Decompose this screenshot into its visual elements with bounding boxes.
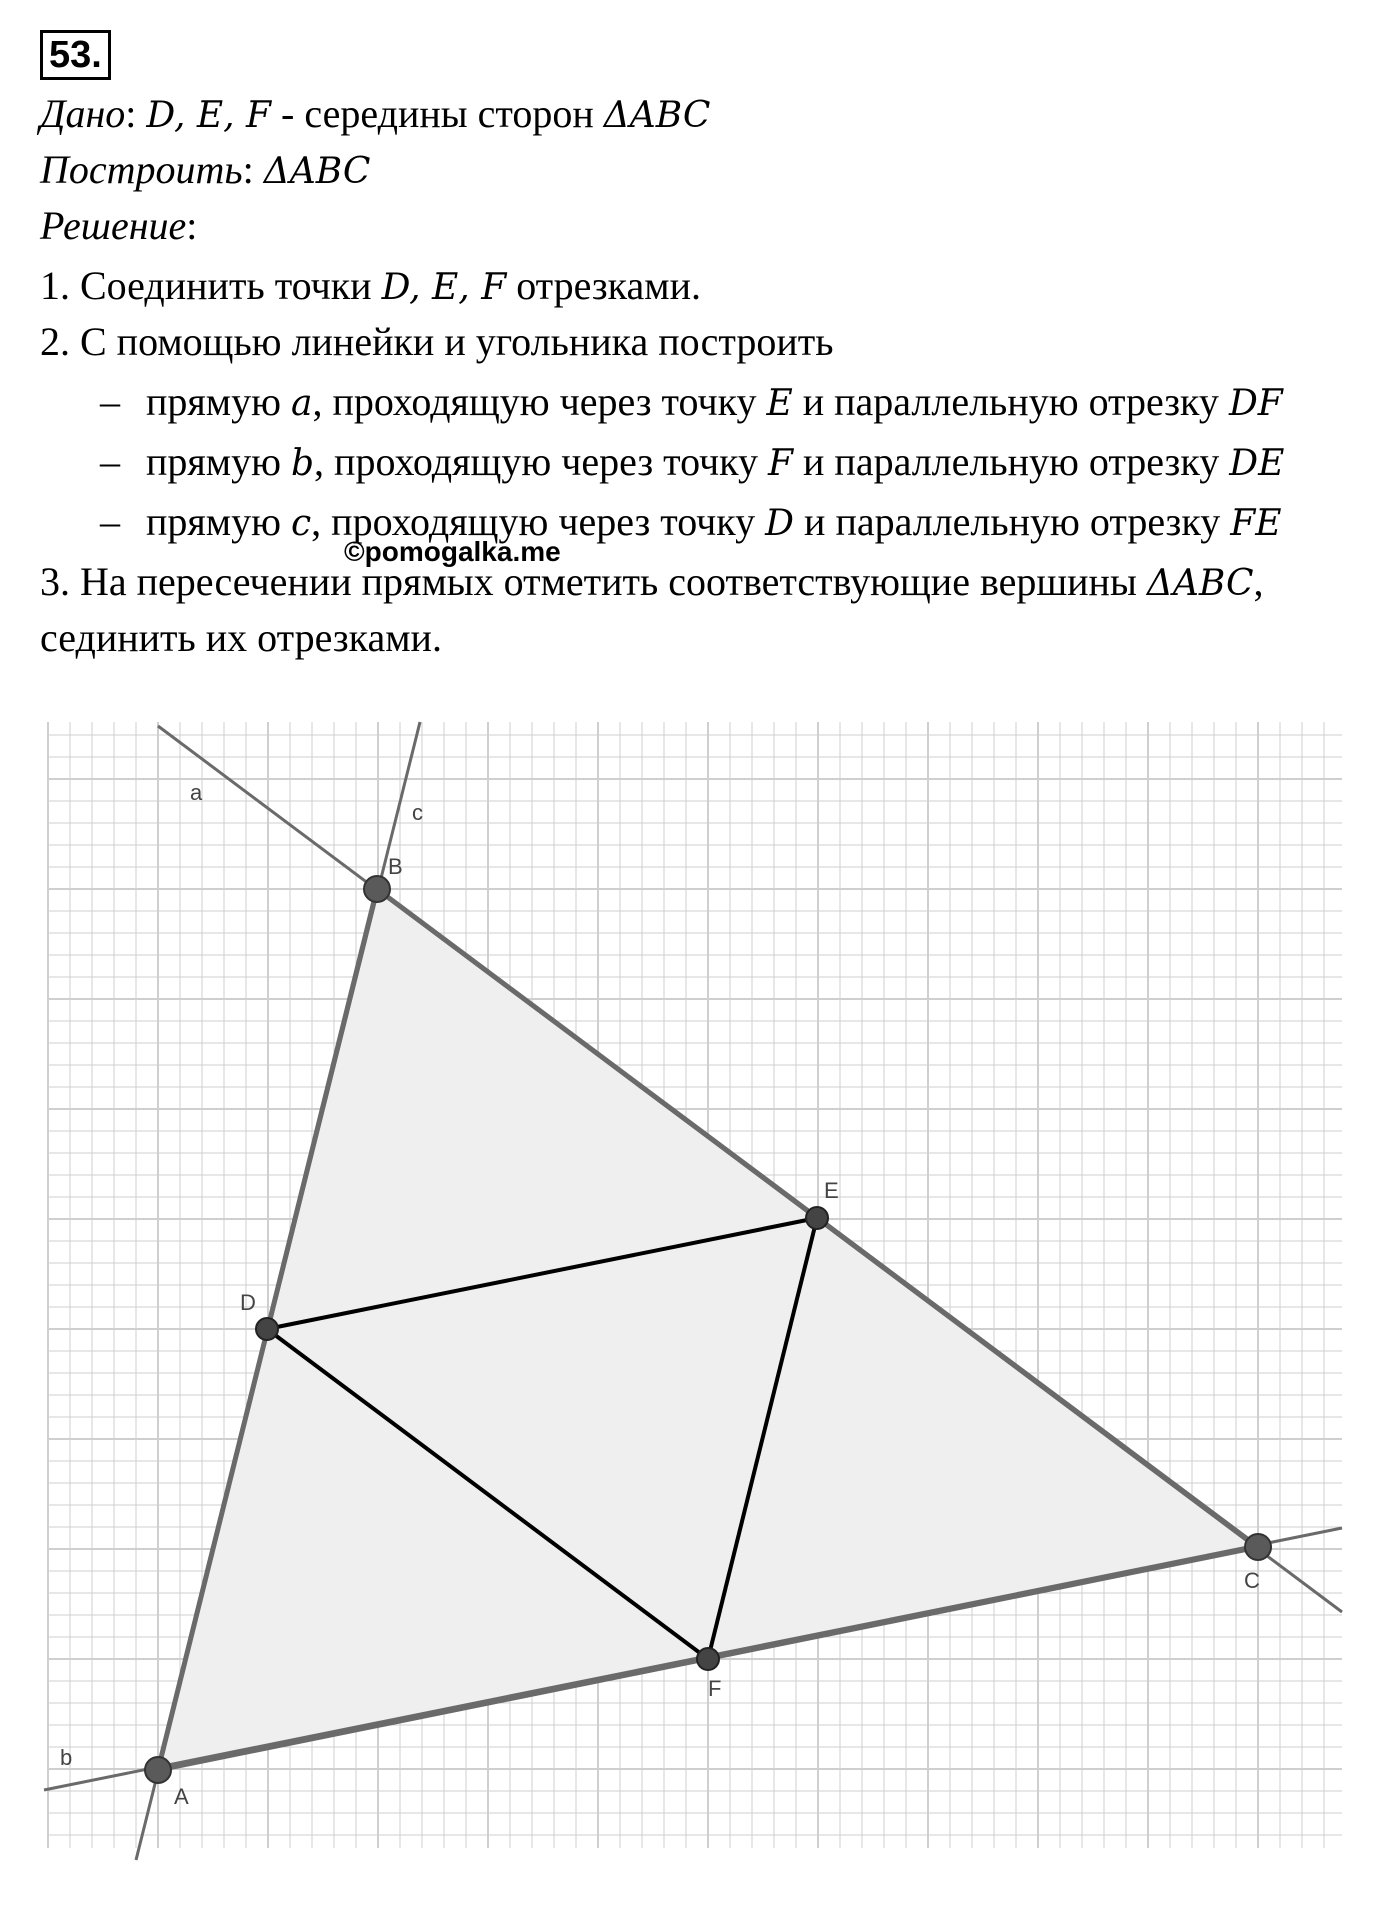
point-b (364, 876, 390, 902)
step-2-item: – прямую a, проходящую через точку E и параллельную отрезку DF (100, 379, 1283, 424)
problem-number: 53. (40, 30, 111, 80)
point-c (1245, 1534, 1271, 1560)
label-point-a: A (174, 1784, 189, 1809)
step-1: 1. Соединить точки D, E, F отрезками. (40, 263, 701, 308)
point-a (145, 1757, 171, 1783)
label-line-b: b (60, 1745, 73, 1770)
construct-line: Построить: ΔABC (40, 147, 371, 192)
watermark: ©pomogalka.me (344, 536, 561, 567)
point-f (697, 1648, 719, 1670)
point-e (806, 1207, 828, 1229)
step-3-line-1: 3. На пересечении прямых отметить соответствующие вершины ΔABC, (40, 559, 1264, 604)
step-2-item: – прямую c, проходящую через точку D и параллельную отрезку FE (100, 499, 1282, 544)
given-line: Дано: D, E, F - середины сторон ΔABC (40, 91, 711, 136)
label-line-a: a (190, 780, 203, 805)
step-3-line-2: сединить их отрезками. (40, 615, 442, 660)
label-point-c: C (1244, 1568, 1260, 1593)
label-point-d: D (240, 1290, 256, 1315)
label-point-f: F (708, 1676, 722, 1701)
point-d (256, 1318, 278, 1340)
label-point-b: B (388, 854, 403, 879)
label-line-c: c (412, 800, 423, 825)
step-2-item: – прямую b, проходящую через точку F и параллельную отрезку DE (100, 439, 1285, 484)
solution-heading: Решение: (40, 203, 198, 248)
label-point-e: E (824, 1178, 839, 1203)
step-2-intro: 2. С помощью линейки и угольника построить (40, 319, 834, 364)
